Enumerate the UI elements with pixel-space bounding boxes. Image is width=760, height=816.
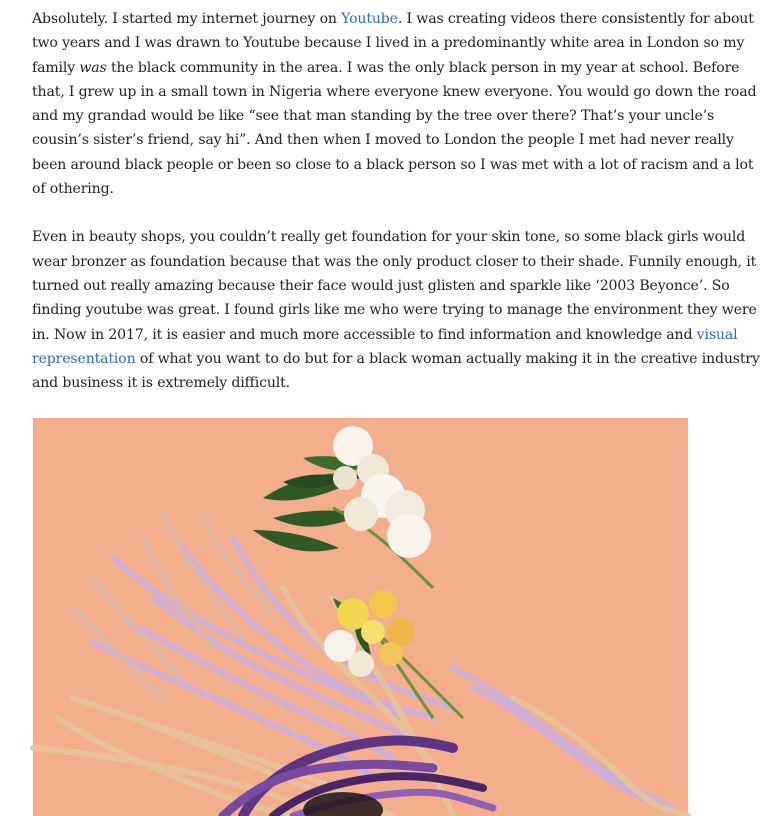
text-line (32, 347, 760, 371)
article-paragraph-2 (32, 225, 760, 395)
text-line (32, 56, 740, 80)
emphasis-text: was (79, 59, 107, 76)
text-line: of othering. (32, 181, 114, 198)
photo-illustration (33, 418, 688, 816)
text-run: family (32, 59, 80, 76)
text-line (32, 7, 754, 31)
text-run: in. Now in 2017, it is easier and much more accessible to find information and knowledge and (32, 326, 697, 343)
article-body (32, 0, 760, 395)
text-line (32, 323, 738, 347)
text-line: and my grandad would be like “see that man standing by the tree over there? That’s your uncle’s (32, 108, 715, 125)
text-line: two years and I was drawn to Youtube because I lived in a predominantly white area in London so my (32, 35, 745, 52)
article-photo (33, 418, 688, 816)
text-line: that, I grew up in a small town in Nigeria where everyone knew everyone. You would go down the road (32, 83, 757, 100)
visual-representation-link[interactable]: representation (32, 350, 136, 367)
text-line: finding youtube was great. I found girls like me who were trying to manage the environment they were (32, 302, 757, 319)
text-line: turned out really amazing because their face would just glisten and sparkle like ‘2003 Beyonce’. So (32, 277, 730, 294)
visual-representation-link[interactable]: visual (696, 326, 738, 343)
youtube-link[interactable]: Youtube (341, 11, 398, 27)
text-line: wear bronzer as foundation because that was the only product closer to their shade. Funnily enough, it (32, 253, 757, 270)
text-line: Even in beauty shops, you couldn’t really get foundation for your skin tone, so some black girls would (32, 229, 746, 246)
text-run: the black community in the area. I was the only black person in my year at school. Before (106, 59, 740, 76)
text-run: of what you want to do but for a black woman actually making it in the creative industry (135, 350, 760, 367)
text-run: Absolutely. I started my internet journey on (32, 11, 342, 27)
article-paragraph-1 (32, 0, 757, 201)
text-line: cousin’s sister’s friend, say hi”. And then when I moved to London the people I met had never really (32, 132, 734, 149)
text-run: . I was creating videos there consistently for about (397, 11, 754, 27)
text-line: and business it is extremely difficult. (32, 375, 290, 392)
text-line: been around black people or been so close to a black person so I was met with a lot of racism and a lot (32, 156, 754, 173)
